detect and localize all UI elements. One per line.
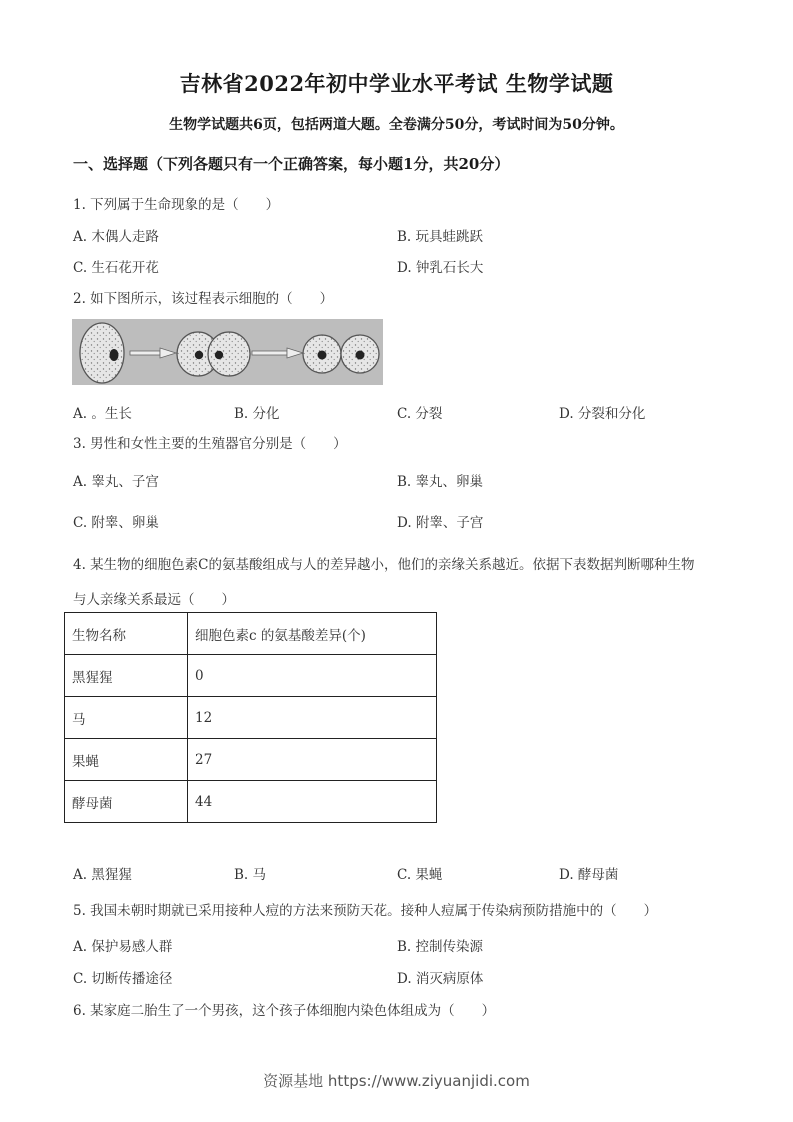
question-1-option-d: D. 钟乳石长大 — [397, 260, 484, 276]
question-5-stem: 5. 我国未朝时期就已采用接种人痘的方法来预防天花。接种人痘属于传染病预防措施中的（ ） — [73, 903, 658, 919]
question-5-option-a: A. 保护易感人群 — [73, 939, 173, 955]
footer-watermark: 资源基地 https://www.ziyuanjidi.com — [263, 1072, 530, 1090]
table-cell: 27 — [188, 739, 437, 781]
question-4-stem-line-2: 与人亲缘关系最远（ ） — [73, 592, 235, 608]
question-4-option-b: B. 马 — [234, 867, 267, 883]
table-header-cell: 生物名称 — [65, 613, 188, 655]
table-header-row — [65, 613, 437, 655]
table-cell: 44 — [188, 781, 437, 823]
table-header-cell: 细胞色素c 的氨基酸差异(个) — [188, 613, 437, 655]
cell-division-diagram-icon — [72, 319, 383, 385]
table-row — [65, 781, 437, 823]
question-1-option-c: C. 生石花开花 — [73, 260, 159, 276]
question-2-option-b: B. 分化 — [234, 406, 280, 422]
table-cell: 0 — [188, 655, 437, 697]
question-3-option-b: B. 睾丸、卵巢 — [397, 474, 484, 490]
question-1-option-b: B. 玩具蛙跳跃 — [397, 229, 484, 245]
table-cell: 酵母菌 — [65, 781, 188, 823]
question-2-option-d: D. 分裂和分化 — [559, 406, 646, 422]
table-cell: 12 — [188, 697, 437, 739]
question-5-option-c: C. 切断传播途径 — [73, 971, 173, 987]
question-1-option-a: A. 木偶人走路 — [73, 229, 159, 245]
question-4-option-a: A. 黑猩猩 — [73, 867, 132, 883]
table-cell: 果蝇 — [65, 739, 188, 781]
question-5-option-d: D. 消灭病原体 — [397, 971, 484, 987]
question-2-option-a: A. 。生长 — [73, 406, 132, 422]
page-title: 吉林省2022年初中学业水平考试 生物学试题 — [179, 71, 614, 96]
question-1-stem: 1. 下列属于生命现象的是（ ） — [73, 197, 280, 213]
question-3-option-d: D. 附睾、子宫 — [397, 515, 484, 531]
table-cell: 黑猩猩 — [65, 655, 188, 697]
question-6-stem: 6. 某家庭二胎生了一个男孩，这个孩子体细胞内染色体组成为（ ） — [73, 1003, 496, 1019]
question-3-option-a: A. 睾丸、子宫 — [73, 474, 159, 490]
cell-division-figure — [72, 319, 383, 385]
question-2-stem: 2. 如下图所示，该过程表示细胞的（ ） — [73, 291, 334, 307]
question-2-option-c: C. 分裂 — [397, 406, 443, 422]
table-row — [65, 655, 437, 697]
question-3-option-c: C. 附睾、卵巢 — [73, 515, 159, 531]
question-4-option-c: C. 果蝇 — [397, 867, 443, 883]
exam-instructions: 生物学试题共6页，包括两道大题。全卷满分50分，考试时间为50分钟。 — [169, 117, 624, 133]
cytochrome-c-table — [64, 612, 437, 823]
question-4-stem-line-1: 4. 某生物的细胞色素C的氨基酸组成与人的差异越小，他们的亲缘关系越近。依据下表数据判断哪种生物 — [73, 557, 695, 573]
question-5-option-b: B. 控制传染源 — [397, 939, 484, 955]
question-4-option-d: D. 酵母菌 — [559, 867, 619, 883]
table-row — [65, 739, 437, 781]
section-heading-multiple-choice: 一、选择题（下列各题只有一个正确答案，每小题1分，共20分） — [73, 155, 510, 173]
question-3-stem: 3. 男性和女性主要的生殖器官分别是（ ） — [73, 436, 347, 452]
table-row — [65, 697, 437, 739]
table-cell: 马 — [65, 697, 188, 739]
